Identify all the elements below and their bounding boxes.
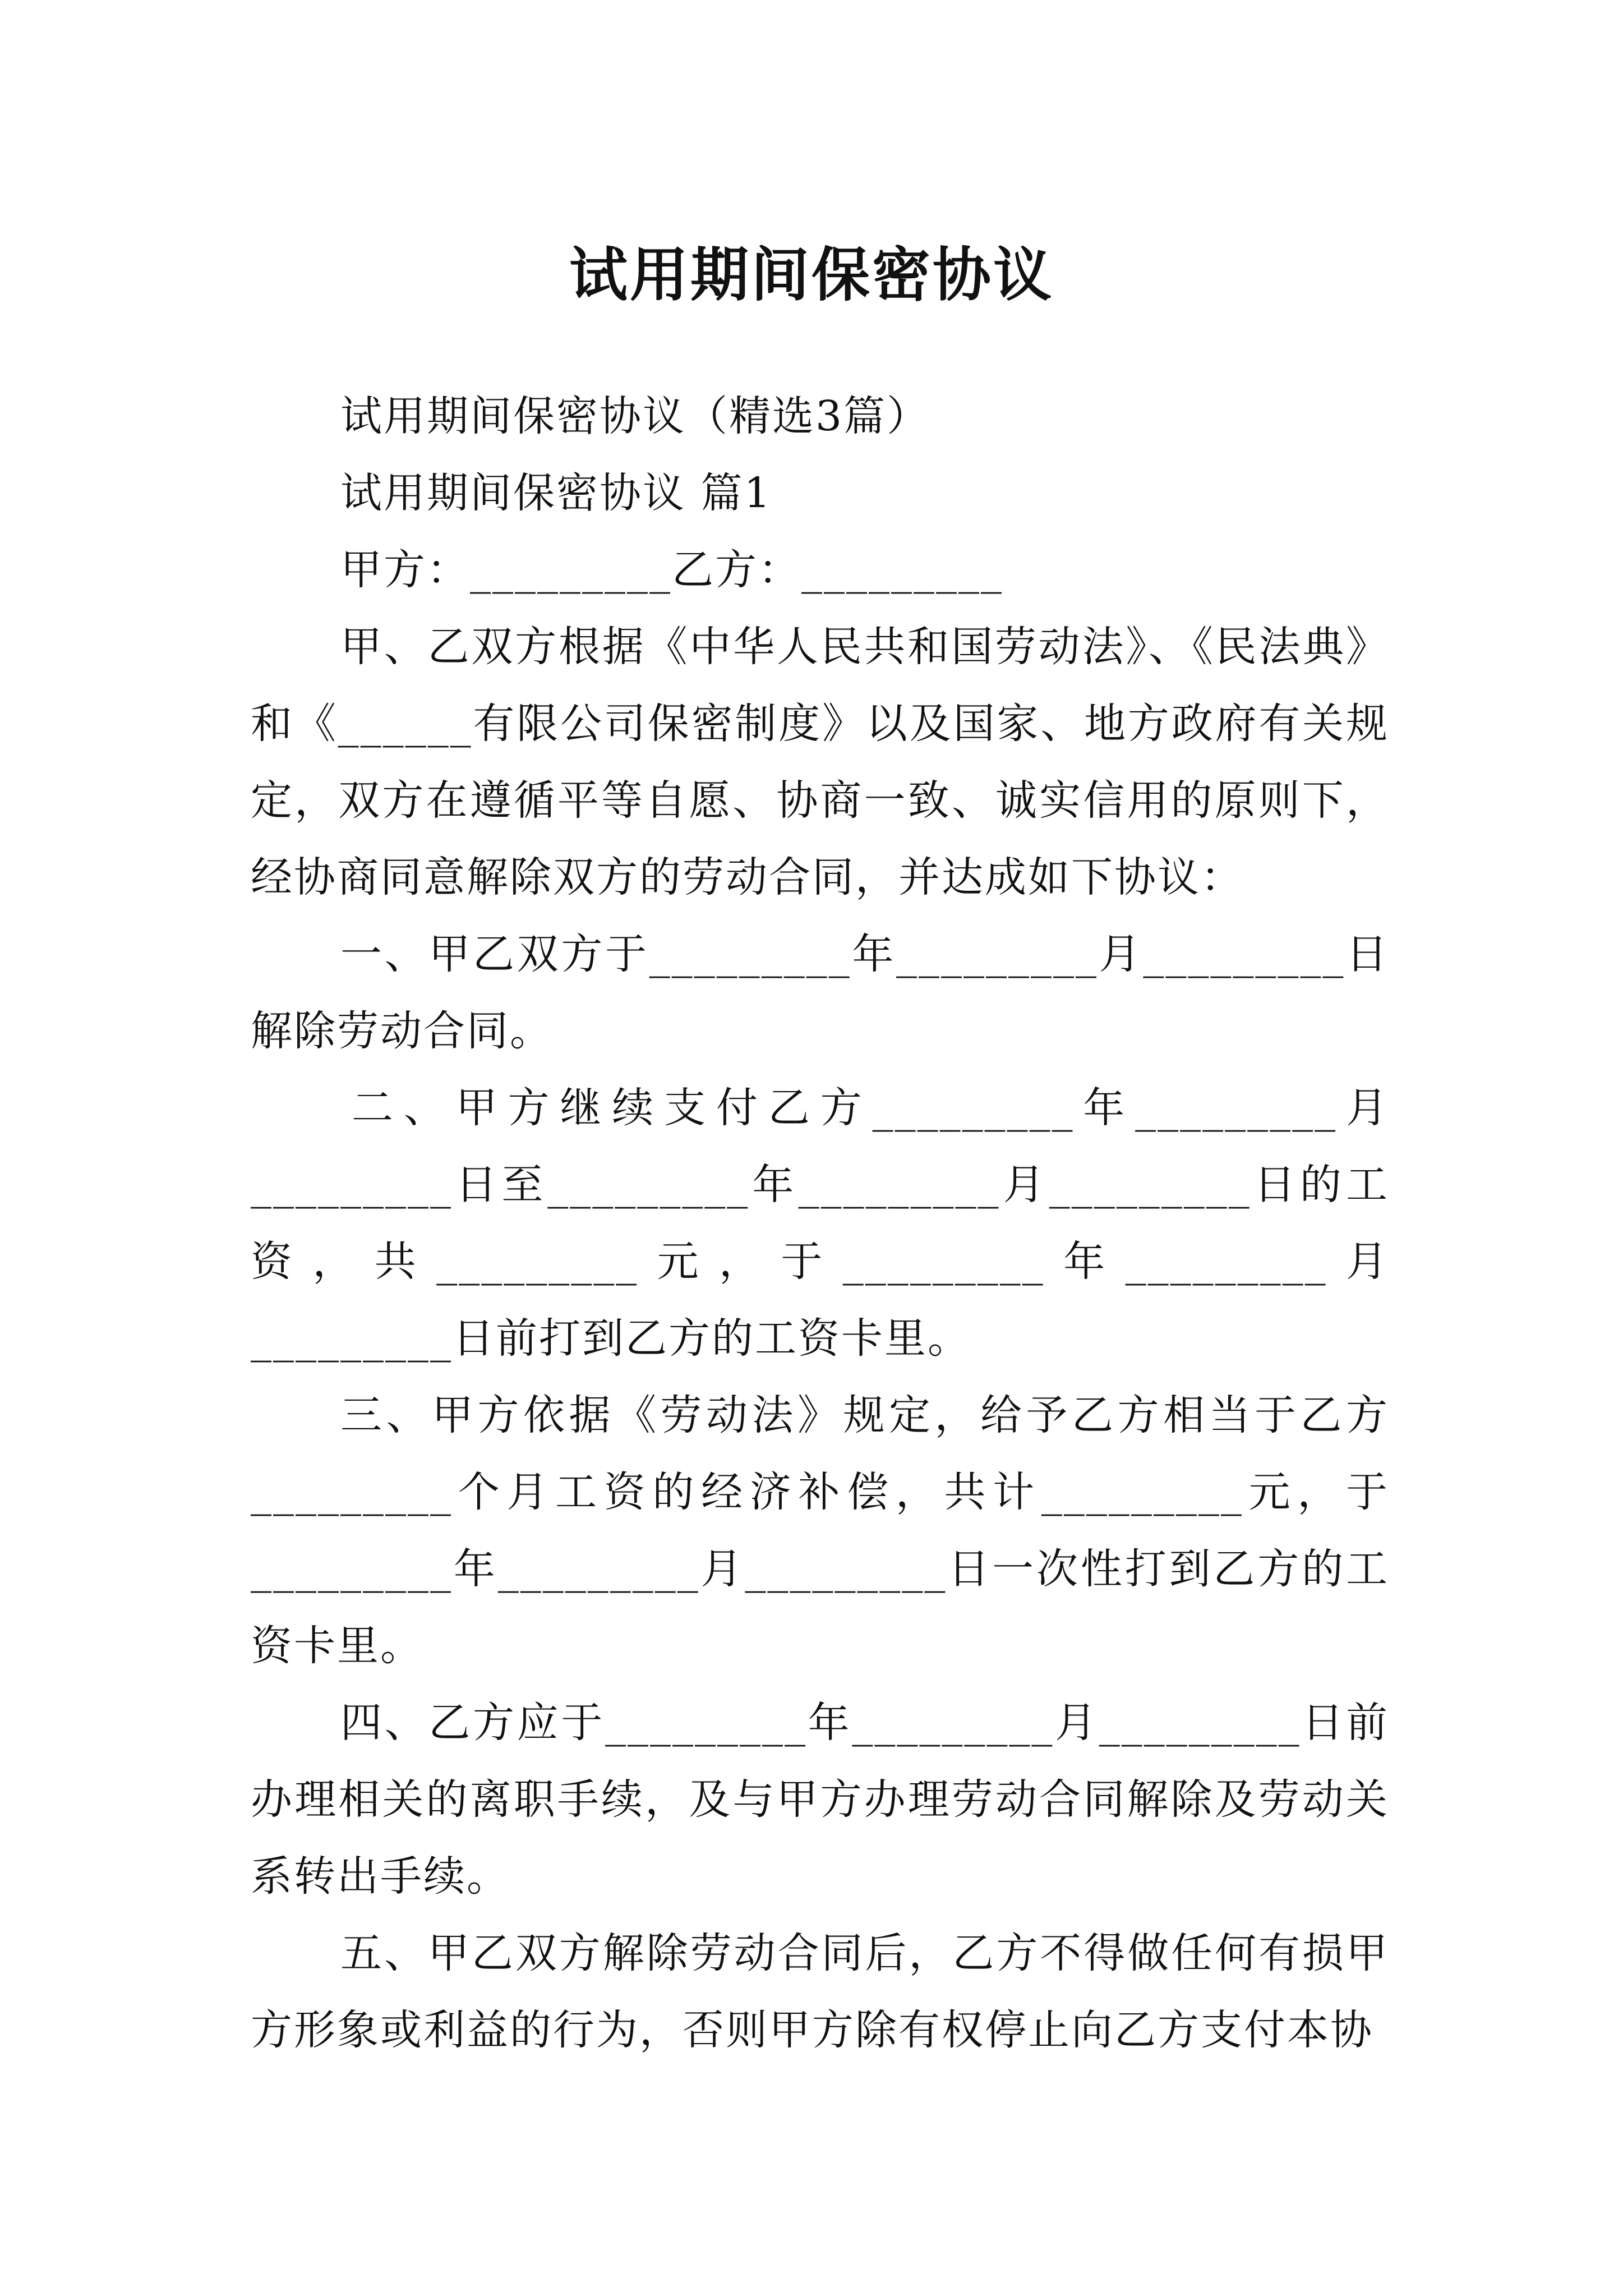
document-body [251, 378, 1389, 2069]
paragraph-clause-2: 二、甲方继续支付乙方_________年_________月_________日至_________年_________月_________日的工资，共_________元，于_________年_________月_________日前打到乙方的工资卡里。 [251, 1084, 1389, 1363]
paragraph-preamble: 甲、乙双方根据《中华人民共和国劳动法》、《民法典》和《______有限公司保密制度》以及国家、地方政府有关规定，双方在遵循平等自愿、协商一致、诚实信用的原则下，经协商同意解除双方的劳动合同，并达成如下协议： [251, 623, 1389, 901]
paragraph-section-heading: 试用期间保密协议 篇1 [340, 469, 772, 517]
paragraph-clause-5: 五、甲乙双方解除劳动合同后，乙方不得做任何有损甲方形象或利益的行为，否则甲方除有权停止向乙方支付本协 [251, 1929, 1389, 2054]
paragraph-subtitle: 试用期间保密协议（精选3篇） [340, 392, 930, 440]
paragraph-parties: 甲方：_________乙方：_________ [340, 546, 1003, 594]
paragraph-clause-3: 三、甲方依据《劳动法》规定，给予乙方相当于乙方_________个月工资的经济补偿，共计_________元，于_________年_________月_________日一次性打到乙方的工资卡里。 [251, 1391, 1389, 1670]
paragraph-clause-1: 一、甲乙双方于_________年_________月_________日解除劳动合同。 [251, 930, 1389, 1055]
document-title: 试用期间保密协议 [569, 240, 1054, 309]
paragraph-clause-4: 四、乙方应于_________年_________月_________日前办理相关的离职手续，及与甲方办理劳动合同解除及劳动关系转出手续。 [251, 1699, 1389, 1901]
